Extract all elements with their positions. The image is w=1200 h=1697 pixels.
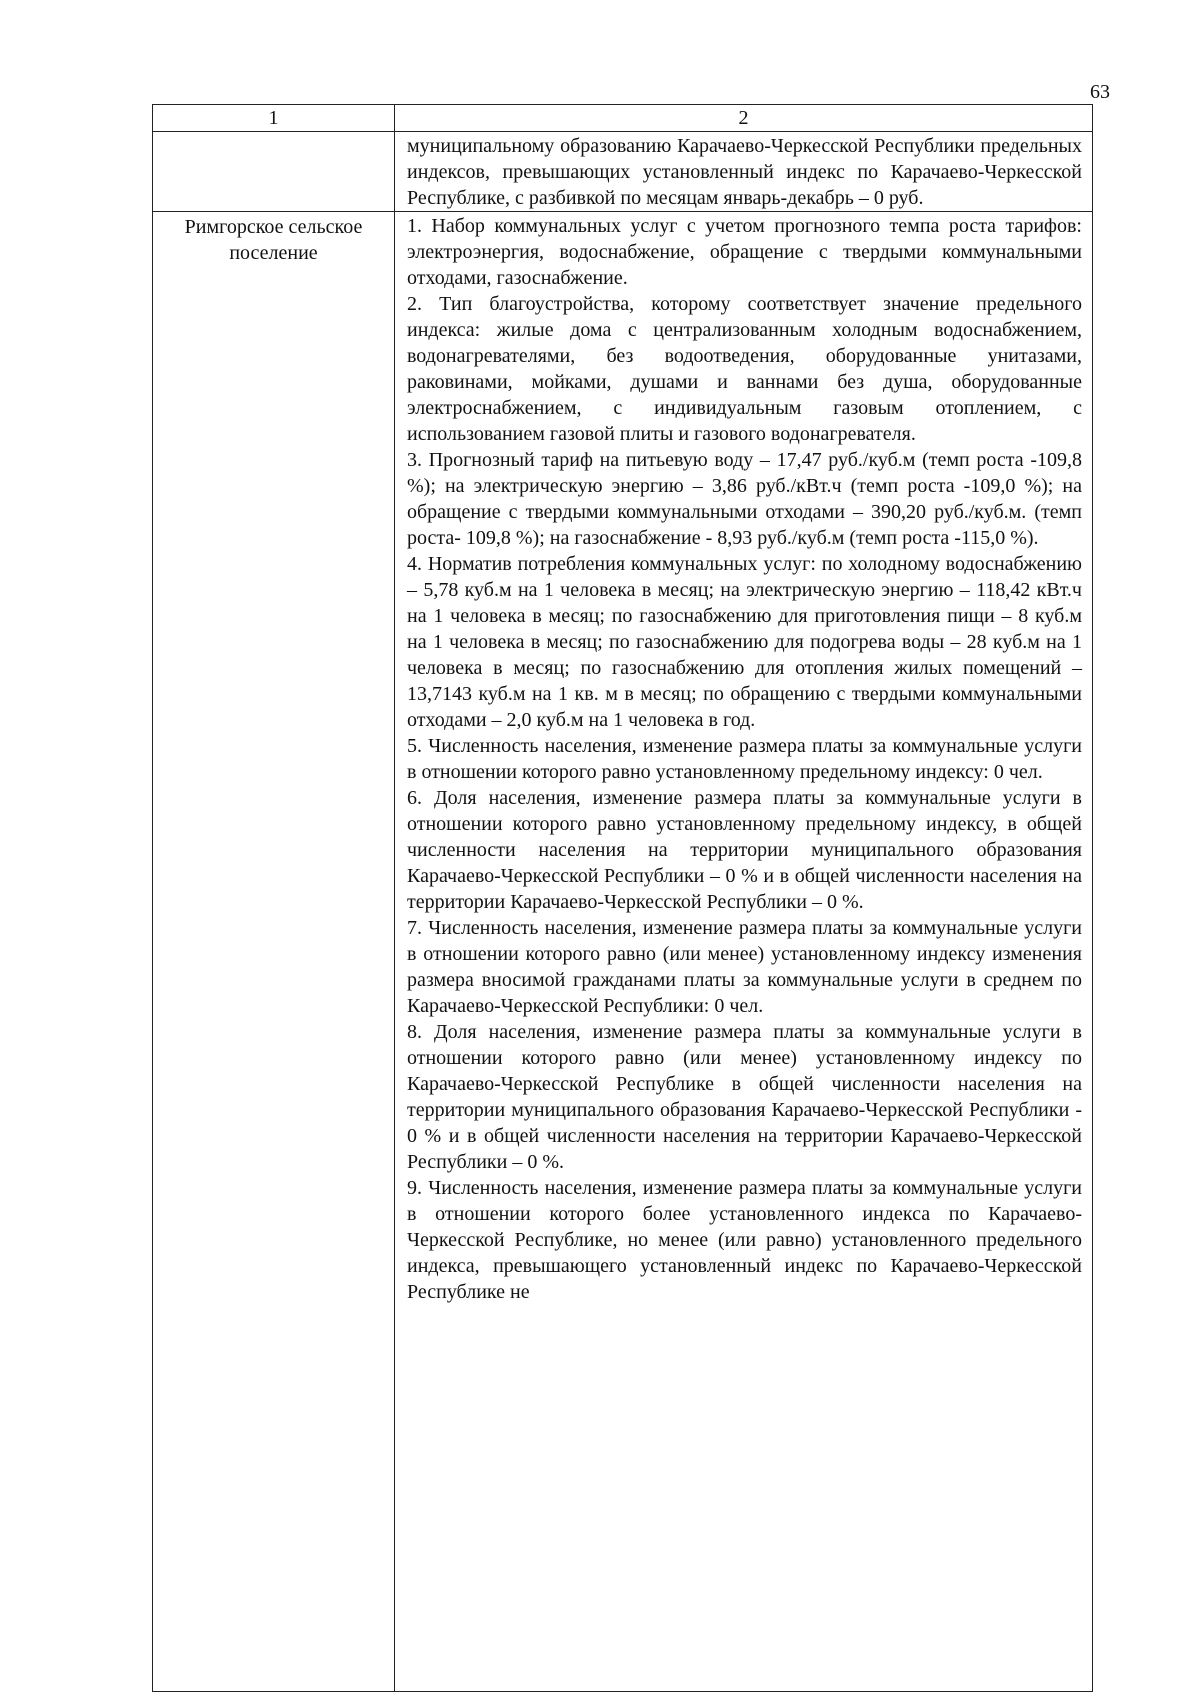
continuation-col-1: [153, 132, 395, 212]
tariff-table: [152, 104, 1093, 1692]
header-col-1: 1: [153, 105, 395, 132]
paragraph-1: 1. Набор коммунальных услуг с учетом прогнозного темпа роста тарифов: электроэнергия, водоснабжение, обращение с твердыми коммунальными отходами, газоснабжение.: [407, 215, 1082, 289]
paragraph-5: 5. Численность населения, изменение размера платы за коммунальные услуги в отношении которого равно установленному предельному индексу: 0 чел.: [407, 735, 1082, 783]
settlement-details: [395, 212, 1093, 1692]
paragraph-2: 2. Тип благоустройства, которому соответствует значение предельного индекса: жилые дома с централизованным холодным водоснабжением, водонагревателями, без водоотведения, оборудованные унитазами, раковинами, мойками, душами и ваннами без душа, оборудованные электроснабжением, с индивидуальным газовым отоплением, с использованием газовой плиты и газового водонагревателя.: [407, 293, 1082, 445]
paragraph-7: 7. Численность населения, изменение размера платы за коммунальные услуги в отношении которого равно (или менее) установленному индексу изменения размера вносимой гражданами платы за коммунальные услуги в среднем по Карачаево-Черкесской Республики: 0 чел.: [407, 917, 1082, 1017]
paragraph-3: 3. Прогнозный тариф на питьевую воду – 17,47 руб./куб.м (темп роста -109,8 %); на электрическую энергию – 3,86 руб./кВт.ч (темп роста -109,0 %); на обращение с твердыми коммунальными отходами – 390,20 руб./куб.м. (темп роста- 109,8 %); на газоснабжение - 8,93 руб./куб.м (темп роста -115,0 %).: [407, 449, 1082, 549]
paragraph-6: 6. Доля населения, изменение размера платы за коммунальные услуги в отношении которого равно установленному предельному индексу, в общей численности населения на территории муниципального образования Карачаево-Черкесской Республики – 0 % и в общей численности населения на территории Карачаево-Черкесской Республики – 0 %.: [407, 787, 1082, 913]
table-row-continuation: [153, 132, 1093, 212]
page-number: 63: [1090, 81, 1110, 103]
header-col-2: 2: [395, 105, 1093, 132]
table-row-settlement: [153, 212, 1093, 1692]
paragraph-8: 8. Доля населения, изменение размера платы за коммунальные услуги в отношении которого равно (или менее) установленному индексу по Карачаево-Черкесской Республике в общей численности населения на территории муниципального образования Карачаево-Черкесской Республики - 0 % и в общей численности населения на территории Карачаево-Черкесской Республики – 0 %.: [407, 1021, 1082, 1173]
paragraph-4: 4. Норматив потребления коммунальных услуг: по холодному водоснабжению – 5,78 куб.м на 1 человека в месяц; на электрическую энергию – 118,42 кВт.ч на 1 человека в месяц; по газоснабжению для приготовления пищи – 8 куб.м на 1 человека в месяц; по газоснабжению для подогрева воды – 28 куб.м на 1 человека в месяц; по газоснабжению для отопления жилых помещений – 13,7143 куб.м на 1 кв. м в месяц; по обращению с твердыми коммунальными отходами – 2,0 куб.м на 1 человека в год.: [407, 553, 1082, 731]
settlement-name: Римгорское сельское поселение: [153, 212, 395, 1692]
table-header-row: [153, 105, 1093, 132]
paragraph-9: 9. Численность населения, изменение размера платы за коммунальные услуги в отношении которого более установленного индекса по Карачаево-Черкесской Республике, но менее (или равно) установленного предельного индекса, превышающего установленный индекс по Карачаево-Черкесской Республике не: [407, 1177, 1082, 1303]
continuation-col-2: муниципальному образованию Карачаево-Черкесской Республики предельных индексов, превышающих установленный индекс по Карачаево-Черкесской Республике, с разбивкой по месяцам январь-декабрь – 0 руб.: [395, 132, 1093, 212]
